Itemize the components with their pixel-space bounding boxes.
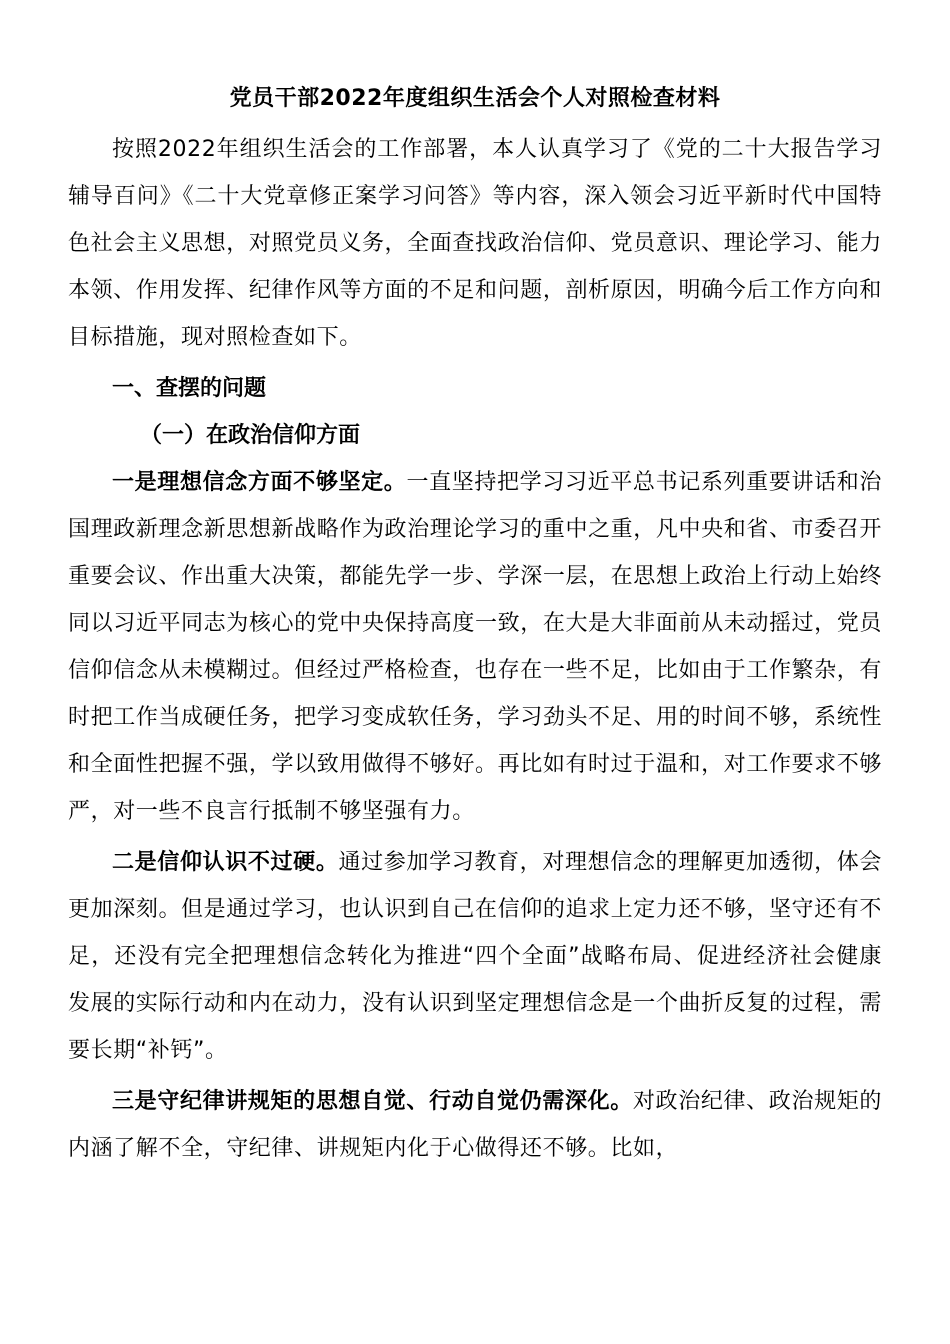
section-heading-problems: 一、查摆的问题 xyxy=(112,376,267,401)
subsection-heading-political-belief: （一）在政治信仰方面 xyxy=(140,423,361,448)
item-paragraph xyxy=(68,459,882,835)
document-page xyxy=(68,82,882,1172)
intro-paragraph: 按照2022年组织生活会的工作部署，本人认真学习了《党的二十大报告学习辅导百问》《二十大党章修正案学习问答》等内容，深入领会习近平新时代中国特色社会主义思想，对照党员义务，全面查找政治信仰、党员意识、理论学习、能力本领、作用发挥、纪律作风等方面的不足和问题，剖析原因，明确今后工作方向和目标措施，现对照检查如下。 xyxy=(68,137,882,350)
item-lead: 一是理想信念方面不够坚定。 xyxy=(112,470,407,495)
item-lead: 二是信仰认识不过硬。 xyxy=(112,850,339,875)
item-body: 对政治纪律、政治规矩的内涵了解不全，守纪律、讲规矩内化于心做得还不够。比如， xyxy=(68,1089,882,1161)
item-body: 一直坚持把学习习近平总书记系列重要讲话和治国理政新理念新思想新战略作为政治理论学习的重中之重，凡中央和省、市委召开重要会议、作出重大决策，都能先学一步、学深一层，在思想上政治上行动上始终同以习近平同志为核心的党中央保持高度一致，在大是大非面前从未动摇过，党员信仰信念从未模糊过。但经过严格检查，也存在一些不足，比如由于工作繁杂，有时把工作当成硬任务，把学习变成软任务，学习劲头不足、用的时间不够，系统性和全面性把握不强，学以致用做得不够好。再比如有时过于温和，对工作要求不够严，对一些不良言行抵制不够坚强有力。 xyxy=(68,470,882,824)
document-title: 党员干部2022年度组织生活会个人对照检查材料 xyxy=(229,86,721,111)
item-body: 通过参加学习教育，对理想信念的理解更加透彻，体会更加深刻。但是通过学习，也认识到自己在信仰的追求上定力还不够，坚守还有不足，还没有完全把理想信念转化为推进“四个全面”战略布局、促进经济社会健康发展的实际行动和内在动力，没有认识到坚定理想信念是一个曲折反复的过程，需要长期“补钙”。 xyxy=(68,850,882,1063)
item-paragraph xyxy=(68,839,882,1074)
item-paragraph xyxy=(68,1078,882,1172)
item-lead: 三是守纪律讲规矩的思想自觉、行动自觉仍需深化。 xyxy=(112,1089,633,1114)
